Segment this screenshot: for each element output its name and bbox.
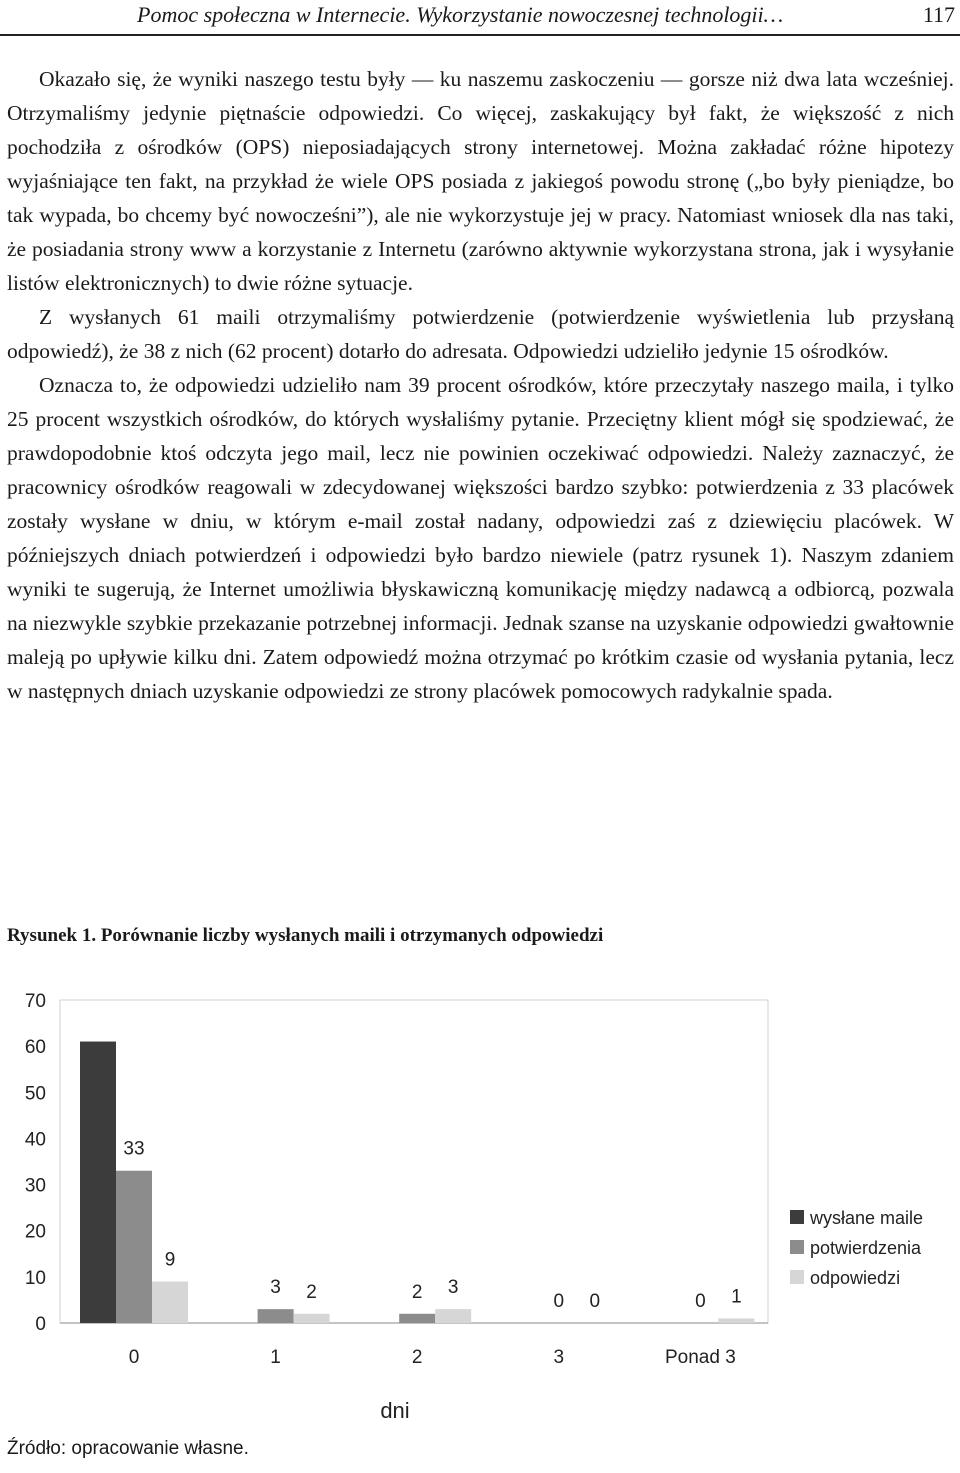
bar [116,1171,152,1323]
x-tick-label: 1 [270,1347,281,1368]
bar [294,1314,330,1323]
y-tick-label: 40 [24,1129,46,1151]
running-title: Pomoc społeczna w Internecie. Wykorzystanie nowoczesnej technologii… [137,2,784,27]
x-tick-label: 0 [128,1347,140,1368]
data-label: 0 [695,1291,706,1312]
bar [80,1042,116,1323]
page-number: 117 [922,2,955,27]
legend-swatch [790,1210,804,1224]
x-axis-label: dni [380,1398,410,1423]
x-tick-label: Ponad 3 [665,1347,736,1368]
data-label: 0 [553,1291,565,1312]
y-tick-label: 60 [24,1037,46,1059]
y-tick-label: 30 [24,1175,46,1197]
bar [399,1314,435,1323]
data-label: 1 [731,1286,742,1308]
source-note: Źródło: opracowanie własne. [7,1438,249,1459]
y-tick-label: 50 [24,1083,46,1105]
figure-caption: Rysunek 1. Porównanie liczby wysłanych maili i otrzymanych odpowiedzi [7,925,604,946]
bar [718,1318,754,1323]
y-tick-label: 10 [24,1267,46,1289]
y-tick-label: 70 [24,991,46,1012]
legend-label: wysłane maile [810,1208,924,1228]
x-tick-label: 2 [411,1347,423,1368]
bar [435,1309,471,1323]
legend-swatch [790,1240,804,1254]
bar [258,1309,294,1323]
data-label: 2 [411,1281,423,1303]
body-text [7,62,954,708]
data-label: 3 [447,1277,459,1299]
data-label: 3 [270,1277,281,1299]
legend-label: potwierdzenia [810,1238,922,1258]
chart-svg [0,975,960,1445]
data-label: 9 [164,1249,176,1271]
plot-frame [60,1000,768,1323]
y-tick-label: 20 [24,1221,46,1243]
paragraph: Okazało się, że wyniki naszego testu były — ku naszemu zaskoczeniu — gorsze niż dwa lata wcześniej. Otrzymaliśmy jedynie piętnaście odpowiedzi. Co więcej, zaskakujący był fakt, że większość z nich pochodziła z ośrodków (OPS) nieposiadających strony internetowej. Można zakładać różne hipotezy wyjaśniające ten fakt, na przykład że wiele OPS posiada z jakiegoś powodu stronę („bo były pieniądze, bo tak wypada, bo chcemy być nowocześni”), ale nie wykorzystuje jej w pracy. Natomiast wniosek dla nas taki, że posiadania strony www a korzystanie z Internetu (zarówno aktywnie wykorzystana strona, jak i wysyłanie listów elektronicznych) to dwie różne sytuacje. [7,67,954,295]
y-tick-label: 0 [35,1314,46,1335]
data-label: 0 [589,1291,601,1312]
bar [152,1281,188,1323]
legend-swatch [790,1270,804,1284]
legend-label: odpowiedzi [810,1268,901,1288]
paragraph: Z wysłanych 61 maili otrzymaliśmy potwierdzenie (potwierdzenie wyświetlenia lub przysłaną odpowiedź), że 38 z nich (62 procent) dotarło do adresata. Odpowiedzi udzieliło jedynie 15 ośrodków. [7,305,954,363]
running-header [0,0,960,36]
bar-chart [0,975,960,1445]
data-label: 2 [306,1281,317,1303]
paragraph: Oznacza to, że odpowiedzi udzieliło nam 39 procent ośrodków, które przeczytały naszego maila, i tylko 25 procent wszystkich ośrodków, do których wysłaliśmy pytanie. Przeciętny klient mógł się spodziewać, że prawdopodobnie ktoś odczyta jego mail, lecz nie powinien oczekiwać odpowiedzi. Należy zaznaczyć, że pracownicy ośrodków reagowali w zdecydowanej większości bardzo szybko: potwierdzenia z 33 placówek zostały wysłane w dniu, w którym e-mail został nadany, odpowiedzi zaś z dziewięciu placówek. W późniejszych dniach potwierdzeń i odpowiedzi było bardzo niewiele (patrz rysunek 1). Naszym zdaniem wyniki te sugerują, że Internet umożliwia błyskawiczną komunikację między nadawcą a odbiorcą, pozwala na niezwykle szybkie przekazanie potrzebnej informacji. Jednak szanse na uzyskanie odpowiedzi gwałtownie maleją po upływie kilku dni. Zatem odpowiedź można otrzymać po krótkim czasie od wysłania pytania, lecz w następnych dniach uzyskanie odpowiedzi ze strony placówek pomocowych radykalnie spada. [7,373,954,703]
data-label: 33 [123,1138,145,1160]
x-tick-label: 3 [553,1347,565,1368]
